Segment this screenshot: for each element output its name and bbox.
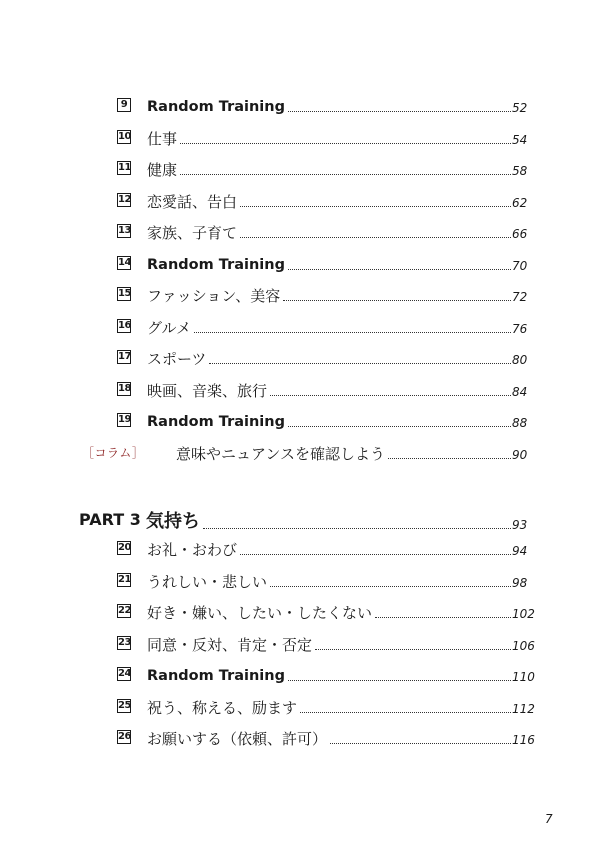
entry-line bbox=[147, 95, 511, 117]
entry-title: うれしい・悲しい bbox=[147, 572, 268, 591]
entry-title: Random Training bbox=[147, 414, 285, 430]
entry-line bbox=[147, 696, 511, 718]
toc-entry[interactable] bbox=[0, 601, 597, 623]
toc-entry[interactable] bbox=[0, 379, 597, 401]
entry-page: 98 bbox=[512, 575, 528, 590]
toc-entry[interactable] bbox=[0, 316, 597, 338]
entry-line bbox=[147, 158, 511, 180]
chapter-number-box: 24 bbox=[118, 668, 131, 679]
dot-leader bbox=[180, 142, 511, 144]
entry-title: 仕事 bbox=[147, 129, 178, 148]
entry-line bbox=[147, 347, 511, 369]
dot-leader bbox=[375, 616, 511, 618]
entry-line bbox=[147, 664, 511, 686]
entry-title: 映画、音楽、旅行 bbox=[147, 381, 268, 400]
chapter-number-box: 12 bbox=[118, 193, 131, 205]
part-label: PART 3 bbox=[79, 510, 141, 529]
entry-page: 106 bbox=[512, 638, 535, 653]
toc-entry[interactable] bbox=[0, 410, 597, 432]
page-number: 7 bbox=[545, 812, 553, 826]
entry-page: 66 bbox=[512, 227, 528, 241]
toc-entry[interactable] bbox=[0, 127, 597, 149]
entry-page: 72 bbox=[512, 290, 528, 304]
chapter-number-box: 11 bbox=[118, 162, 131, 173]
entry-title: 祝う、称える、励ます bbox=[147, 698, 298, 717]
part-title-line bbox=[146, 508, 511, 534]
entry-title: ファッション、美容 bbox=[147, 287, 281, 305]
part-page: 93 bbox=[512, 518, 528, 532]
toc-entry[interactable] bbox=[0, 284, 597, 306]
entry-title: 恋愛話、告白 bbox=[147, 192, 238, 211]
entry-page: 84 bbox=[512, 384, 528, 399]
column-entry-line bbox=[176, 442, 511, 464]
entry-page: 54 bbox=[512, 132, 528, 147]
toc-entry[interactable] bbox=[0, 347, 597, 369]
toc-entry[interactable] bbox=[0, 633, 597, 655]
dot-leader bbox=[330, 742, 511, 744]
entry-line bbox=[147, 538, 511, 560]
entry-page: 80 bbox=[512, 353, 528, 367]
chapter-number-box: 16 bbox=[118, 319, 131, 331]
entry-line bbox=[147, 190, 511, 212]
dot-leader bbox=[180, 173, 511, 175]
toc-entry[interactable] bbox=[0, 95, 597, 117]
dot-leader bbox=[203, 527, 511, 529]
entry-line bbox=[147, 316, 511, 338]
entry-page: 70 bbox=[512, 258, 528, 273]
entry-line bbox=[147, 253, 511, 275]
dot-leader bbox=[209, 362, 511, 364]
dot-leader bbox=[283, 299, 511, 301]
dot-leader bbox=[288, 679, 511, 681]
column-entry[interactable] bbox=[0, 442, 597, 464]
entry-page: 116 bbox=[512, 733, 535, 747]
toc-entry[interactable] bbox=[0, 221, 597, 243]
dot-leader bbox=[288, 268, 511, 270]
entry-page: 76 bbox=[512, 321, 528, 336]
chapter-number-box: 20 bbox=[118, 542, 131, 553]
entry-title: お願いする（依頼、許可） bbox=[147, 730, 328, 748]
entry-page: 110 bbox=[512, 670, 535, 684]
chapter-number-box: 13 bbox=[118, 225, 131, 236]
chapter-number-box: 14 bbox=[118, 256, 131, 268]
entry-line bbox=[147, 127, 511, 149]
entry-page: 88 bbox=[512, 416, 528, 430]
entry-title: Random Training bbox=[147, 668, 285, 684]
toc-entry[interactable] bbox=[0, 190, 597, 212]
entry-title: Random Training bbox=[147, 99, 285, 115]
entry-page: 112 bbox=[512, 701, 535, 716]
entry-line bbox=[147, 633, 511, 655]
entry-title: 同意・反対、肯定・否定 bbox=[147, 635, 313, 654]
dot-leader bbox=[300, 711, 511, 713]
chapter-number-box: 9 bbox=[117, 98, 131, 112]
entry-title: Random Training bbox=[147, 256, 285, 273]
entry-page: 62 bbox=[512, 195, 528, 210]
chapter-number-box: 19 bbox=[118, 414, 131, 425]
toc-entry[interactable] bbox=[0, 727, 597, 749]
chapter-number-box: 18 bbox=[118, 382, 131, 394]
entry-page: 94 bbox=[512, 544, 528, 558]
part-title: 気持ち bbox=[146, 511, 200, 532]
toc-entry[interactable] bbox=[0, 664, 597, 686]
chapter-number-box: 23 bbox=[118, 636, 131, 648]
entry-page: 58 bbox=[512, 164, 528, 178]
dot-leader bbox=[288, 110, 511, 112]
part3-heading[interactable] bbox=[0, 508, 597, 534]
toc-entry[interactable] bbox=[0, 158, 597, 180]
entry-title: スポーツ bbox=[147, 350, 207, 368]
entry-page: 52 bbox=[512, 101, 528, 115]
toc-entry[interactable] bbox=[0, 253, 597, 275]
entry-line bbox=[147, 601, 511, 623]
chapter-number-box: 15 bbox=[118, 288, 131, 299]
dot-leader bbox=[388, 457, 511, 459]
entry-title: 健康 bbox=[147, 161, 178, 179]
dot-leader bbox=[240, 205, 511, 207]
entry-line bbox=[147, 410, 511, 432]
chapter-number-box: 17 bbox=[118, 351, 131, 362]
column-page: 90 bbox=[512, 448, 528, 462]
entry-title: 好き・嫌い、したい・したくない bbox=[147, 604, 373, 622]
dot-leader bbox=[194, 331, 511, 333]
column-label: ［コラム］ bbox=[82, 446, 145, 460]
entry-page: 102 bbox=[512, 607, 535, 621]
entry-line bbox=[147, 284, 511, 306]
dot-leader bbox=[315, 648, 511, 650]
chapter-number-box: 26 bbox=[118, 731, 131, 742]
toc-entry[interactable] bbox=[0, 538, 597, 560]
entry-line bbox=[147, 379, 511, 401]
toc-entry[interactable] bbox=[0, 696, 597, 718]
chapter-number-box: 21 bbox=[118, 573, 131, 585]
dot-leader bbox=[270, 585, 511, 587]
chapter-number-box: 10 bbox=[118, 130, 131, 142]
dot-leader bbox=[240, 553, 511, 555]
toc-entry[interactable] bbox=[0, 570, 597, 592]
entry-line bbox=[147, 727, 511, 749]
dot-leader bbox=[288, 425, 511, 427]
chapter-number-box: 25 bbox=[118, 699, 131, 711]
entry-title: 家族、子育て bbox=[147, 224, 238, 242]
entry-line bbox=[147, 570, 511, 592]
column-title: 意味やニュアンスを確認しよう bbox=[176, 445, 385, 463]
entry-line bbox=[147, 221, 511, 243]
entry-title: お礼・おわび bbox=[147, 541, 238, 559]
entry-title: グルメ bbox=[147, 318, 192, 337]
dot-leader bbox=[240, 236, 511, 238]
dot-leader bbox=[270, 394, 511, 396]
chapter-number-box: 22 bbox=[118, 605, 131, 616]
